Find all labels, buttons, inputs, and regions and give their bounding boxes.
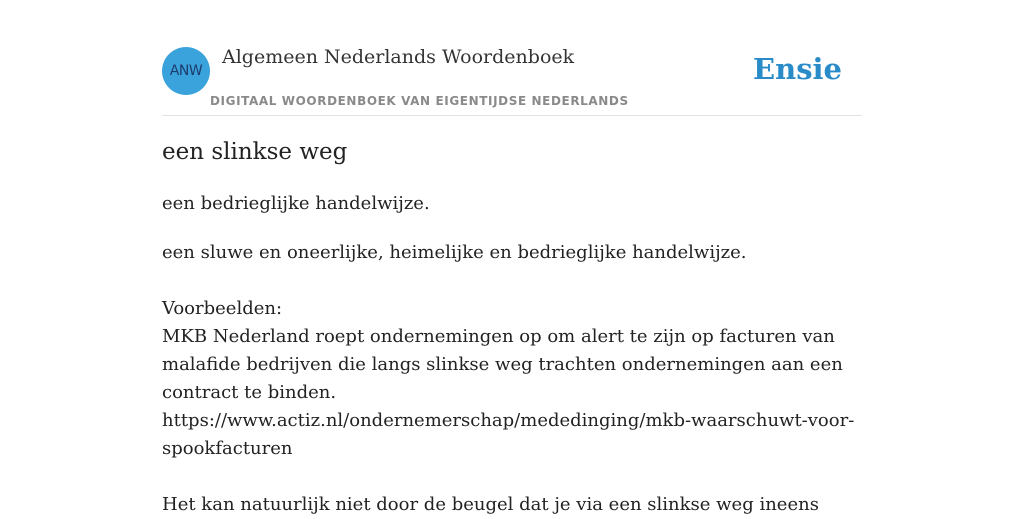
example-text: MKB Nederland roept ondernemingen op om alert te zijn op facturen van malafide bedrijven die langs slinkse weg trachten ondernemingen aan een contract te binden. xyxy=(162,326,843,403)
examples-label: Voorbeelden: xyxy=(162,298,283,319)
example-text: Het kan natuurlijk niet door de beugel dat je via een slinkse weg ineens xyxy=(162,494,819,515)
anw-logo[interactable] xyxy=(162,47,210,95)
dictionary-subtitle: DIGITAAL WOORDENBOEK VAN EIGENTIJDSE NEDERLANDS xyxy=(210,94,629,108)
long-definition: een sluwe en oneerlijke, heimelijke en bedrieglijke handelwijze. xyxy=(162,242,747,263)
short-definition: een bedrieglijke handelwijze. xyxy=(162,193,430,214)
example-source-url: https://www.actiz.nl/ondernemerschap/mededinging/mkb-waarschuwt-voor-spookfacturen xyxy=(162,410,855,459)
ensie-brand-link[interactable]: Ensie xyxy=(753,52,842,86)
long-definition-block xyxy=(162,239,862,519)
page-container xyxy=(162,0,862,515)
header xyxy=(162,0,862,116)
entry-term: een slinkse weg xyxy=(162,139,348,165)
dictionary-title[interactable]: Algemeen Nederlands Woordenboek xyxy=(222,46,575,68)
logo-text: ANW xyxy=(169,63,203,79)
